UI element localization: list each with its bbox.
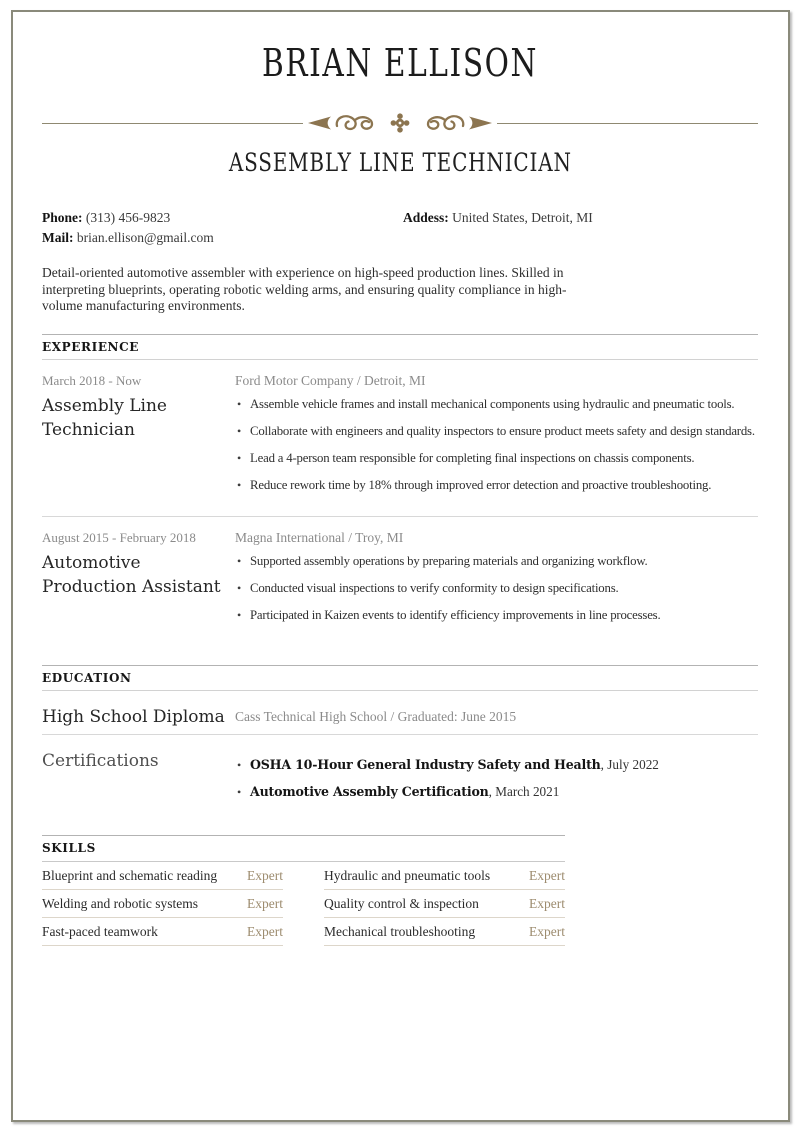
skill-name: Quality control & inspection [324, 895, 479, 911]
entry-bullet-list [235, 395, 758, 494]
contact-section [42, 208, 758, 248]
certification-date: , July 2022 [600, 756, 659, 772]
entry-dates: March 2018 - Now [42, 372, 142, 388]
entry-bullet: • Collaborate with engineers and quality inspectors to ensure product meets safety and design standards. [235, 422, 758, 440]
skill-level: Expert [247, 895, 283, 911]
certification-name: Automotive Assembly Certification [250, 783, 489, 799]
entry-left-column [42, 372, 235, 503]
address-label: Addess: [403, 210, 449, 225]
skill-name: Mechanical troubleshooting [324, 923, 476, 939]
candidate-name [42, 38, 758, 89]
mail-value: brian.ellison@gmail.com [76, 230, 214, 245]
entry-right-column [235, 529, 758, 633]
contact-mail [42, 228, 403, 248]
divider-line-right [497, 123, 758, 124]
skill-row [42, 890, 283, 918]
contact-phone [42, 208, 403, 228]
education-section [42, 665, 758, 810]
ornament-divider [42, 110, 758, 136]
entry-dates: August 2015 - February 2018 [42, 529, 196, 545]
summary-paragraph: Detail-oriented automotive assembler with experience on high-speed production lines. Skilled in interpreting blueprints, operating robotic welding arms, and ensuring quality compliance in high-volume manufacturing environments. [42, 265, 567, 314]
phone-label: Phone: [42, 210, 83, 225]
entry-bullet: • Lead a 4-person team responsible for completing final inspections on chassis components. [235, 449, 758, 467]
skill-level: Expert [529, 923, 565, 939]
skill-name: Blueprint and schematic reading [42, 867, 218, 883]
phone-value: (313) 456-9823 [85, 210, 171, 225]
experience-heading-band [42, 334, 758, 360]
experience-entry [42, 360, 758, 516]
certification-date: , March 2021 [488, 783, 560, 799]
skill-level: Expert [529, 867, 565, 883]
skills-heading: SKILLS [42, 840, 96, 855]
entry-bullet-list [235, 552, 758, 624]
job-title [42, 148, 758, 179]
entry-right-column [235, 372, 758, 503]
skill-row [42, 862, 283, 890]
skills-section [42, 835, 565, 946]
entry-bullet: • Assemble vehicle frames and install mechanical components using hydraulic and pneumatic tools. [235, 395, 758, 413]
certifications-list [235, 749, 758, 810]
experience-heading: EXPERIENCE [42, 339, 140, 354]
resume-header [42, 38, 758, 179]
skills-grid [42, 862, 565, 946]
skill-row [324, 890, 565, 918]
skills-heading-band [42, 835, 565, 862]
skill-row [324, 862, 565, 890]
entry-bullet: • Supported assembly operations by preparing materials and organizing workflow. [235, 552, 758, 570]
entry-bullet: • Conducted visual inspections to verify conformity to design specifications. [235, 579, 758, 597]
certification-name: OSHA 10-Hour General Industry Safety and Health [250, 756, 601, 772]
skill-level: Expert [529, 895, 565, 911]
skill-row [324, 918, 565, 946]
address-value: United States, Detroit, MI [452, 210, 593, 225]
entry-left-column [42, 529, 235, 633]
skill-name: Fast-paced teamwork [42, 923, 158, 939]
education-heading-band [42, 665, 758, 691]
certification-item [235, 756, 758, 774]
certification-item [235, 783, 758, 801]
degree-title: High School Diploma [42, 706, 225, 727]
mail-label: Mail: [42, 230, 74, 245]
experience-entry [42, 516, 758, 646]
skills-column-left [42, 862, 283, 946]
skill-level: Expert [247, 923, 283, 939]
education-entry [42, 691, 758, 734]
candidate-name-text: BRIAN ELLISON [261, 41, 539, 85]
skill-name: Hydraulic and pneumatic tools [324, 867, 491, 883]
school-name: Cass Technical High School / Graduated: June 2015 [235, 708, 517, 724]
entry-company: Magna International / Troy, MI [235, 529, 404, 545]
experience-section [42, 334, 758, 646]
job-title-text: ASSEMBLY LINE TECHNICIAN [228, 148, 572, 177]
certifications-entry [42, 734, 758, 810]
education-heading: EDUCATION [42, 670, 132, 685]
skill-level: Expert [247, 867, 283, 883]
entry-bullet: • Reduce rework time by 18% through improved error detection and proactive troubleshooting. [235, 476, 758, 494]
entry-company: Ford Motor Company / Detroit, MI [235, 372, 426, 388]
certifications-label: Certifications [42, 750, 159, 771]
skill-row [42, 918, 283, 946]
skills-column-right [324, 862, 565, 946]
entry-role: Assembly Line Technician [42, 395, 167, 440]
contact-address [403, 208, 758, 228]
entry-role: Automotive Production Assistant [42, 552, 221, 597]
skill-name: Welding and robotic systems [42, 895, 199, 911]
divider-line-left [42, 123, 303, 124]
entry-bullet: • Participated in Kaizen events to identify efficiency improvements in line processes. [235, 606, 758, 624]
flourish-icon [307, 110, 493, 136]
